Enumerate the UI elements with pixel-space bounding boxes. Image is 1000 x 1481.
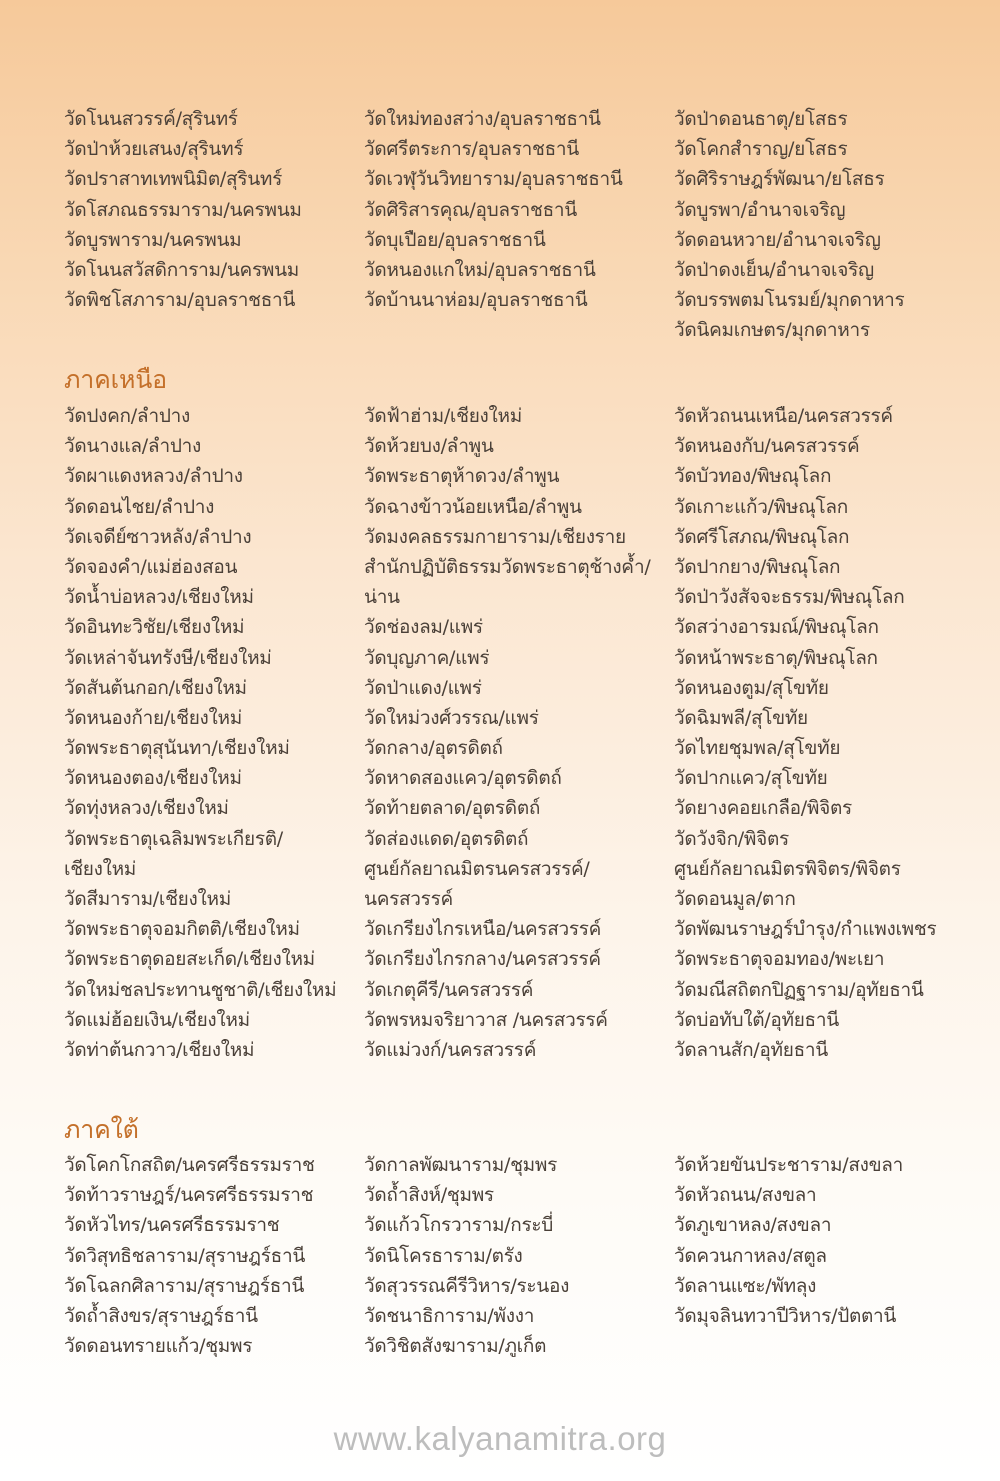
temple-entry: วัดหัวไทร/นครศรีธรรมราช xyxy=(64,1214,280,1237)
temple-entry: วัดควนกาหลง/สตูล xyxy=(674,1244,827,1267)
temple-entry: วัดโนนสวัสดิการาม/นครพนม xyxy=(64,258,300,281)
temple-entry: วัดพิชโสภาราม/อุบลราชธานี xyxy=(64,289,296,312)
temple-entry: วัดมณีสถิตกปิฏฐาราม/อุทัยธานี xyxy=(674,978,924,1001)
temple-entry: วัดบ้านนาห่อม/อุบลราชธานี xyxy=(364,289,588,312)
temple-entry: วัดฉิมพลี/สุโขทัย xyxy=(674,706,808,729)
temple-entry: วัดห้วยขันประชาราม/สงขลา xyxy=(674,1154,904,1176)
temple-entry: วัดเกตุคีรี/นครสวรรค์ xyxy=(364,978,534,1001)
temple-entry: วัดสุวรรณคีรีวิหาร/ระนอง xyxy=(364,1274,570,1297)
temple-entry: วัดโนนสวรรค์/สุรินทร์ xyxy=(64,108,238,130)
temple-entry: วัดพระธาตุดอยสะเก็ด/เชียงใหม่ xyxy=(64,948,315,971)
temple-entry: วัดนางแล/ลำปาง xyxy=(64,435,201,458)
temple-entry: วัดหนองกับ/นครสวรรค์ xyxy=(674,435,860,458)
temple-entry: วัดวังจิก/พิจิตร xyxy=(674,827,789,850)
temple-entry: วัดมงคลธรรมกายาราม/เชียงราย xyxy=(364,525,626,548)
northeast-column-1 xyxy=(64,104,302,315)
northeast-column-2 xyxy=(364,104,623,315)
temple-entry: วัดแก้วโกรวาราม/กระบี่ xyxy=(364,1214,554,1237)
temple-entry: วัดส่องแดด/อุตรดิตถ์ xyxy=(364,827,529,850)
temple-entry: วัดป่าดงเย็น/อำนาจเจริญ xyxy=(674,258,874,281)
north-column-3 xyxy=(674,401,936,1065)
temple-entry: วัดมุจลินทวาปีวิหาร/ปัตตานี xyxy=(674,1304,897,1327)
temple-entry: วัดโคกโกสถิต/นครศรีธรรมราช xyxy=(64,1154,315,1176)
temple-entry: วัดพรหมจริยาวาส /นครสวรรค์ xyxy=(364,1008,608,1031)
temple-entry: วัดเวฬุวันวิทยาราม/อุบลราชธานี xyxy=(364,168,623,191)
temple-entry: วัดเกรียงไกรกลาง/นครสวรรค์ xyxy=(364,948,601,971)
temple-entry: ศูนย์กัลยาณมิตรพิจิตร/พิจิตร xyxy=(674,857,901,880)
temple-entry: วัดน้ำบ่อหลวง/เชียงใหม่ xyxy=(64,586,254,609)
north-heading: ภาคเหนือ xyxy=(64,365,167,394)
temple-entry: วัดฟ้าฮ่าม/เชียงใหม่ xyxy=(364,405,522,427)
temple-entry: เชียงใหม่ xyxy=(64,857,137,880)
temple-entry: วัดหัวถนน/สงขลา xyxy=(674,1184,817,1207)
temple-entry: วัดหาดสองแคว/อุตรดิตถ์ xyxy=(364,767,562,790)
temple-entry: วัดป่าห้วยเสนง/สุรินทร์ xyxy=(64,138,244,161)
temple-entry: วัดปากแคว/สุโขทัย xyxy=(674,767,828,790)
south-column-1 xyxy=(64,1150,315,1361)
temple-entry: วัดห้วยบง/ลำพูน xyxy=(364,435,494,458)
northeast-column-3 xyxy=(674,104,904,346)
temple-entry: วัดวิชิตสังฆาราม/ภูเก็ต xyxy=(364,1335,547,1358)
temple-entry: วัดหนองแกใหม่/อุบลราชธานี xyxy=(364,258,596,281)
temple-entry: วัดเจดีย์ซาวหลัง/ลำปาง xyxy=(64,525,252,548)
temple-entry: วัดนิโครธาราม/ตรัง xyxy=(364,1244,523,1267)
temple-entry: วัดเกาะแก้ว/พิษณุโลก xyxy=(674,495,848,518)
temple-entry: วัดใหม่ชลประทานชูชาติ/เชียงใหม่ xyxy=(64,978,337,1001)
temple-entry: วัดปากยาง/พิษณุโลก xyxy=(674,555,841,578)
temple-entry: วัดโสภณธรรมาราม/นครพนม xyxy=(64,198,302,221)
temple-entry: วัดหนองตอง/เชียงใหม่ xyxy=(64,767,242,790)
temple-entry: วัดปราสาทเทพนิมิต/สุรินทร์ xyxy=(64,168,283,191)
temple-entry: วัดศิริราษฎร์พัฒนา/ยโสธร xyxy=(674,168,885,191)
temple-entry: วัดบูรพาราม/นครพนม xyxy=(64,228,242,251)
temple-entry: วัดพระธาตุห้าดวง/ลำพูน xyxy=(364,465,560,488)
temple-entry: วัดทุ่งหลวง/เชียงใหม่ xyxy=(64,797,229,820)
temple-entry: วัดดอนไชย/ลำปาง xyxy=(64,495,215,518)
temple-entry: วัดพระธาตุเฉลิมพระเกียรติ/ xyxy=(64,827,283,850)
temple-entry: วัดป่าวังสัจจะธรรม/พิษณุโลก xyxy=(674,586,905,609)
temple-entry: วัดศรีโสภณ/พิษณุโลก xyxy=(674,525,850,548)
temple-entry: นครสวรรค์ xyxy=(364,888,453,910)
south-heading: ภาคใต้ xyxy=(64,1115,139,1144)
temple-entry: วัดปงคก/ลำปาง xyxy=(64,405,190,427)
temple-entry: วัดผาแดงหลวง/ลำปาง xyxy=(64,465,243,488)
temple-entry: วัดพัฒนราษฎร์บำรุง/กำแพงเพชร xyxy=(674,918,937,941)
north-column-2 xyxy=(364,401,650,1065)
temple-entry: วัดบุญภาค/แพร่ xyxy=(364,646,490,669)
temple-entry: วัดลานสัก/อุทัยธานี xyxy=(674,1038,828,1061)
temple-entry: วัดสีมาราม/เชียงใหม่ xyxy=(64,888,231,910)
temple-entry: วัดถ้ำสิงขร/สุราษฎร์ธานี xyxy=(64,1304,258,1327)
temple-entry: วัดบ่อทับใต้/อุทัยธานี xyxy=(674,1008,839,1031)
temple-entry: วัดช่องลม/แพร่ xyxy=(364,616,483,639)
temple-entry: วัดลานแซะ/พัทลุง xyxy=(674,1274,817,1297)
temple-entry: วัดศิริสารคุณ/อุบลราชธานี xyxy=(364,198,577,221)
temple-entry: วัดพระธาตุสุนันทา/เชียงใหม่ xyxy=(64,737,290,760)
temple-entry: วัดดอนทรายแก้ว/ชุมพร xyxy=(64,1335,253,1358)
temple-entry: วัดท้าวราษฎร์/นครศรีธรรมราช xyxy=(64,1184,314,1207)
north-column-1 xyxy=(64,401,336,1065)
temple-entry: วัดบุเปือย/อุบลราชธานี xyxy=(364,228,546,251)
temple-entry: วัดแม่ฮ้อยเงิน/เชียงใหม่ xyxy=(64,1008,250,1031)
temple-entry: วัดป่าแดง/แพร่ xyxy=(364,676,482,699)
temple-entry: ศูนย์กัลยาณมิตรนครสวรรค์/ xyxy=(364,857,590,880)
temple-entry: วัดถ้ำสิงห์/ชุมพร xyxy=(364,1184,494,1207)
temple-entry: วัดเกรียงไกรเหนือ/นครสวรรค์ xyxy=(364,918,602,941)
south-column-3 xyxy=(674,1150,903,1331)
temple-entry: วัดท่าต้นกวาว/เชียงใหม่ xyxy=(64,1038,255,1061)
temple-entry: วัดหน้าพระธาตุ/พิษณุโลก xyxy=(674,646,878,669)
temple-entry: วัดชนาธิการาม/พังงา xyxy=(364,1304,535,1327)
temple-entry: วัดไทยชุมพล/สุโขทัย xyxy=(674,737,841,760)
temple-entry: วัดหนองก้าย/เชียงใหม่ xyxy=(64,706,242,729)
temple-entry: วัดแม่วงก์/นครสวรรค์ xyxy=(364,1038,537,1061)
temple-entry: วัดโฉลกศิลาราม/สุราษฎร์ธานี xyxy=(64,1274,305,1297)
temple-entry: วัดฉางข้าวน้อยเหนือ/ลำพูน xyxy=(364,495,582,518)
temple-entry: วัดกาลพัฒนาราม/ชุมพร xyxy=(364,1154,558,1176)
temple-entry: วัดดอนมูล/ตาก xyxy=(674,888,796,910)
website-footer: www.kalyanamitra.org xyxy=(333,1420,667,1457)
temple-entry: วัดท้ายตลาด/อุตรดิตถ์ xyxy=(364,797,541,820)
temple-entry: วัดเหล่าจันทรังษี/เชียงใหม่ xyxy=(64,646,272,669)
temple-entry: วัดพระธาตุจอมทอง/พะเยา xyxy=(674,948,885,971)
temple-entry: วัดสันต้นกอก/เชียงใหม่ xyxy=(64,676,247,699)
temple-entry: วัดยางคอยเกลือ/พิจิตร xyxy=(674,797,852,820)
temple-entry: วัดใหม่ทองสว่าง/อุบลราชธานี xyxy=(364,108,601,130)
temple-entry: วัดใหม่วงศ์วรรณ/แพร่ xyxy=(364,706,539,729)
temple-entry: วัดดอนหวาย/อำนาจเจริญ xyxy=(674,228,881,251)
temple-entry: วัดสว่างอารมณ์/พิษณุโลก xyxy=(674,616,879,639)
temple-entry: วัดจองคำ/แม่ฮ่องสอน xyxy=(64,555,238,578)
south-column-2 xyxy=(364,1150,569,1361)
temple-entry: วัดป่าดอนธาตุ/ยโสธร xyxy=(674,108,848,130)
temple-entry: วัดกลาง/อุตรดิตถ์ xyxy=(364,737,503,760)
temple-entry: วัดบรรพตมโนรมย์/มุกดาหาร xyxy=(674,289,905,312)
temple-entry: วัดบัวทอง/พิษณุโลก xyxy=(674,465,832,488)
temple-entry: วัดภูเขาหลง/สงขลา xyxy=(674,1214,832,1237)
temple-entry: วัดอินทะวิชัย/เชียงใหม่ xyxy=(64,616,245,639)
temple-entry: วัดโคกสำราญ/ยโสธร xyxy=(674,138,848,161)
temple-entry: วัดหัวถนนเหนือ/นครสวรรค์ xyxy=(674,405,893,427)
temple-entry: วัดบูรพา/อำนาจเจริญ xyxy=(674,198,846,221)
temple-entry: น่าน xyxy=(364,586,400,609)
temple-entry: สำนักปฏิบัติธรรมวัดพระธาตุช้างค้ำ/ xyxy=(364,555,651,578)
temple-entry: วัดพระธาตุจอมกิตติ/เชียงใหม่ xyxy=(64,918,300,941)
temple-entry: วัดนิคมเกษตร/มุกดาหาร xyxy=(674,319,870,342)
temple-entry: วัดวิสุทธิชลาราม/สุราษฎร์ธานี xyxy=(64,1244,306,1267)
temple-entry: วัดศรีตระการ/อุบลราชธานี xyxy=(364,138,579,161)
temple-entry: วัดหนองตูม/สุโขทัย xyxy=(674,676,829,699)
